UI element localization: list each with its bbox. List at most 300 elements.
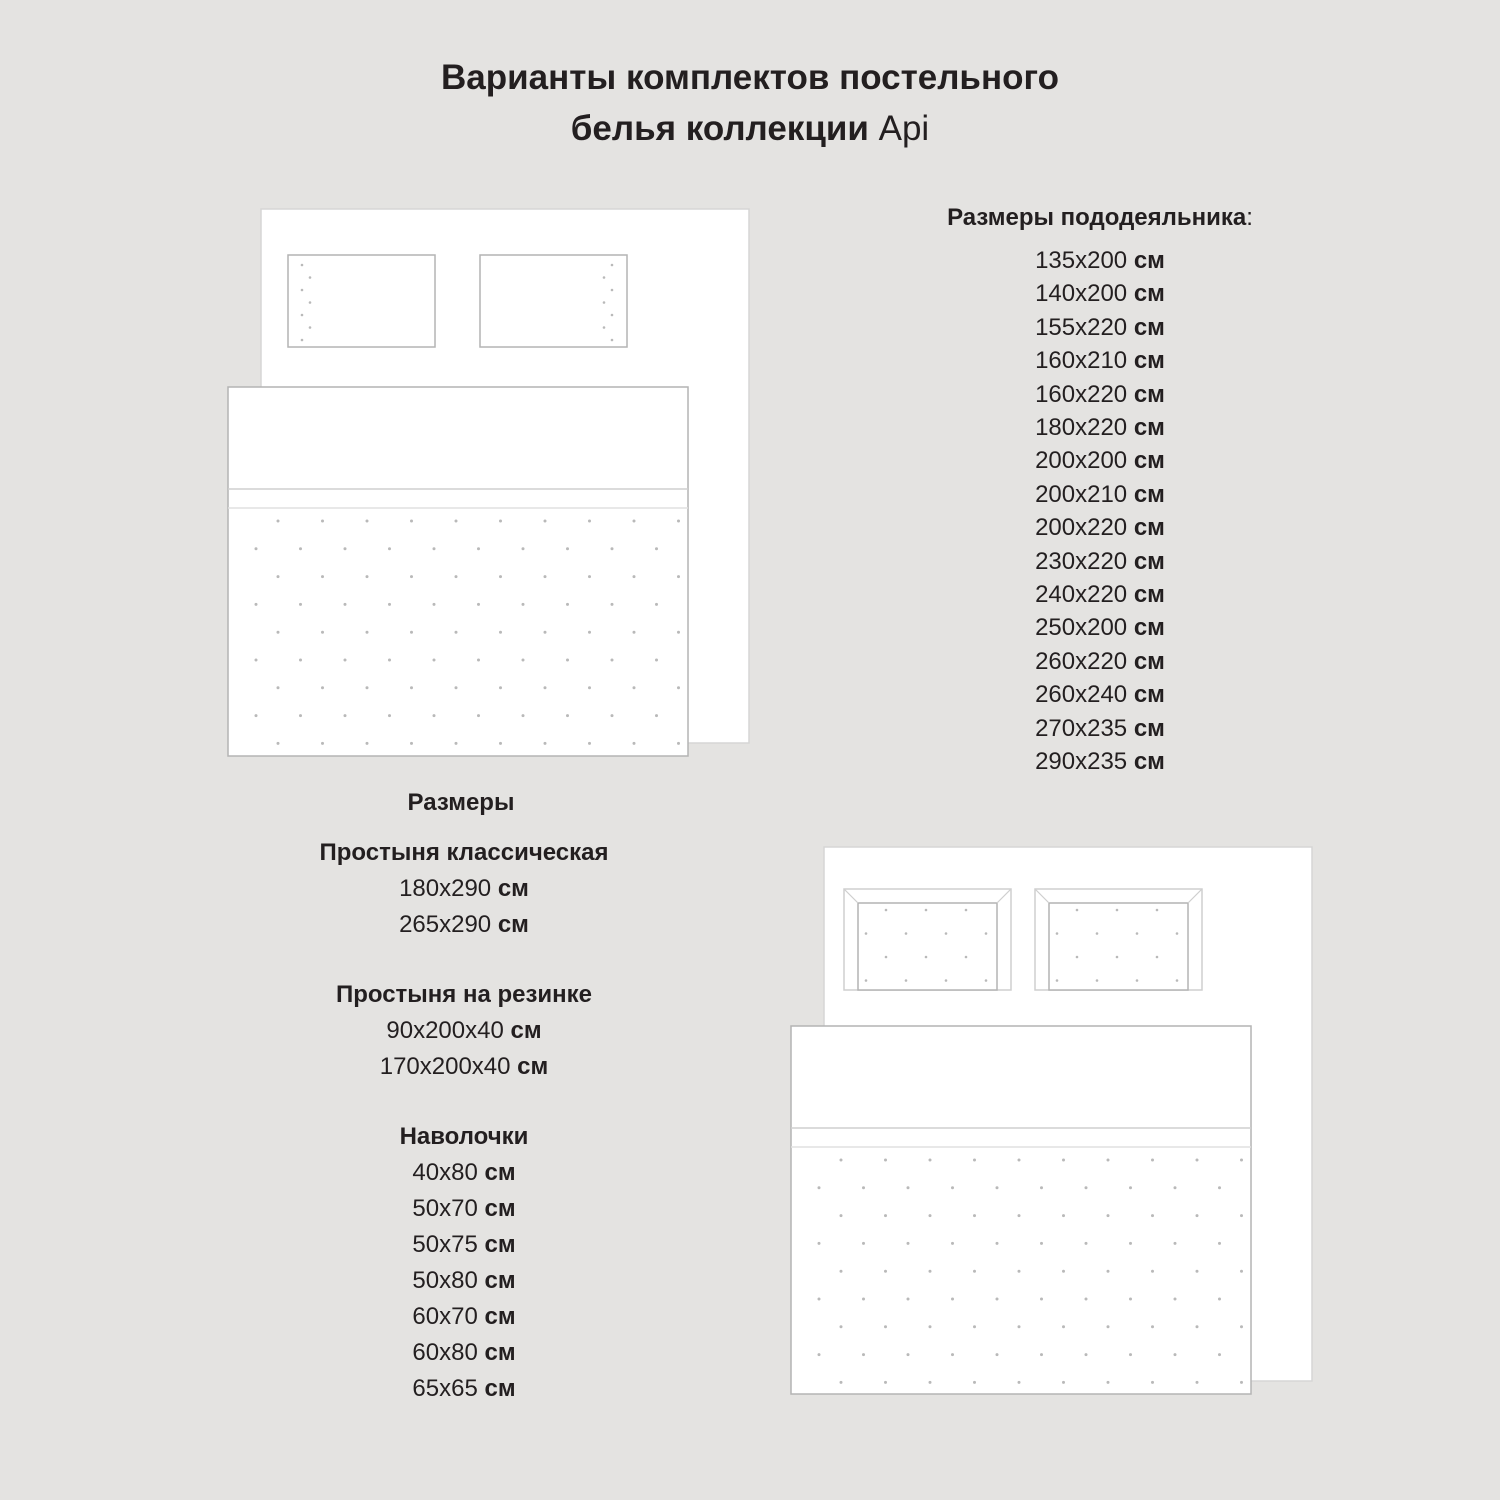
pattern-dot bbox=[1240, 1381, 1243, 1384]
sizes-heading: Размеры bbox=[407, 789, 515, 816]
pattern-dot bbox=[1076, 909, 1079, 912]
pattern-dot bbox=[655, 714, 658, 717]
size-value: 170x200x40 bbox=[379, 1053, 511, 1080]
pattern-dot bbox=[1151, 1381, 1154, 1384]
bed-illustration-simple-pillowcases bbox=[226, 208, 756, 760]
pattern-dot bbox=[299, 603, 302, 606]
pattern-dot bbox=[603, 326, 606, 329]
pattern-dot bbox=[566, 603, 569, 606]
duvet-size-item bbox=[900, 444, 1300, 477]
pattern-dot bbox=[905, 932, 908, 935]
pattern-dot bbox=[1129, 1298, 1132, 1301]
pattern-dot bbox=[1174, 1298, 1177, 1301]
pattern-dot bbox=[433, 547, 436, 550]
size-value: 250x200 bbox=[1035, 614, 1128, 642]
duvet-size-item bbox=[900, 745, 1300, 778]
size-value: 65x65 bbox=[412, 1375, 478, 1402]
pattern-dot bbox=[544, 742, 547, 745]
pattern-dot bbox=[1107, 1325, 1110, 1328]
size-value: 260x220 bbox=[1035, 647, 1128, 675]
pattern-dot bbox=[1176, 932, 1179, 935]
pattern-dot bbox=[344, 659, 347, 662]
size-group-item bbox=[264, 1155, 664, 1191]
pattern-dot bbox=[1151, 1214, 1154, 1217]
size-value: 60x80 bbox=[412, 1339, 478, 1366]
duvet-sizes-list bbox=[900, 244, 1300, 779]
pattern-dot bbox=[388, 547, 391, 550]
pattern-dot bbox=[277, 631, 280, 634]
pattern-dot bbox=[455, 520, 458, 523]
size-unit: см bbox=[484, 1231, 516, 1258]
pillowcase-left bbox=[288, 255, 435, 347]
size-value: 50x75 bbox=[412, 1231, 478, 1258]
pattern-dot bbox=[1136, 932, 1139, 935]
size-value: 240x220 bbox=[1035, 581, 1128, 609]
pattern-dot bbox=[929, 1270, 932, 1273]
pattern-dot bbox=[1156, 956, 1159, 959]
size-unit: см bbox=[484, 1159, 516, 1186]
size-value: 160x210 bbox=[1035, 347, 1128, 375]
pattern-dot bbox=[366, 686, 369, 689]
pattern-dot bbox=[996, 1242, 999, 1245]
pattern-dot bbox=[973, 1159, 976, 1162]
pattern-dot bbox=[1085, 1353, 1088, 1356]
duvet-size-item bbox=[900, 678, 1300, 711]
pattern-dot bbox=[1040, 1186, 1043, 1189]
duvet-size-item bbox=[900, 277, 1300, 310]
pattern-dot bbox=[633, 575, 636, 578]
pattern-dot bbox=[544, 520, 547, 523]
pattern-dot bbox=[301, 264, 304, 267]
pattern-dot bbox=[840, 1159, 843, 1162]
size-group-item bbox=[264, 871, 664, 907]
size-group-item bbox=[264, 1013, 664, 1049]
pattern-dot bbox=[299, 547, 302, 550]
pillowcase-framed-right bbox=[1035, 889, 1202, 990]
size-value: 260x240 bbox=[1035, 681, 1128, 709]
pattern-dot bbox=[884, 1270, 887, 1273]
size-value: 155x220 bbox=[1035, 313, 1128, 341]
pattern-dot bbox=[965, 956, 968, 959]
pattern-dot bbox=[366, 631, 369, 634]
pattern-dot bbox=[677, 686, 680, 689]
size-value: 290x235 bbox=[1035, 748, 1128, 776]
pattern-dot bbox=[1040, 1298, 1043, 1301]
pattern-dot bbox=[522, 603, 525, 606]
pattern-dot bbox=[1218, 1298, 1221, 1301]
size-unit: см bbox=[1133, 748, 1165, 776]
pattern-dot bbox=[973, 1270, 976, 1273]
pattern-dot bbox=[907, 1298, 910, 1301]
duvet-size-item bbox=[900, 545, 1300, 578]
pattern-dot bbox=[1240, 1270, 1243, 1273]
pattern-dot bbox=[611, 289, 614, 292]
pattern-dot bbox=[884, 1159, 887, 1162]
pattern-dot bbox=[1085, 1186, 1088, 1189]
pattern-dot bbox=[985, 979, 988, 982]
duvet-size-item bbox=[900, 344, 1300, 377]
pattern-dot bbox=[1062, 1214, 1065, 1217]
pattern-dot bbox=[410, 575, 413, 578]
pattern-dot bbox=[410, 520, 413, 523]
pattern-dot bbox=[299, 659, 302, 662]
pattern-dot bbox=[522, 547, 525, 550]
pattern-dot bbox=[907, 1353, 910, 1356]
pattern-dot bbox=[611, 264, 614, 267]
pattern-dot bbox=[907, 1242, 910, 1245]
pattern-dot bbox=[1196, 1159, 1199, 1162]
pattern-dot bbox=[1218, 1353, 1221, 1356]
pattern-dot bbox=[862, 1186, 865, 1189]
title-line-2 bbox=[0, 103, 1500, 154]
size-group-item bbox=[264, 1299, 664, 1335]
pattern-dot bbox=[299, 714, 302, 717]
pattern-dot bbox=[840, 1270, 843, 1273]
size-value: 200x220 bbox=[1035, 514, 1128, 542]
pattern-dot bbox=[633, 631, 636, 634]
pattern-dot bbox=[477, 714, 480, 717]
pattern-dot bbox=[1151, 1159, 1154, 1162]
size-unit: см bbox=[484, 1375, 516, 1402]
pattern-dot bbox=[499, 575, 502, 578]
pattern-dot bbox=[1129, 1242, 1132, 1245]
pattern-dot bbox=[588, 575, 591, 578]
pattern-dot bbox=[1136, 979, 1139, 982]
pattern-dot bbox=[1107, 1159, 1110, 1162]
pattern-dot bbox=[1076, 956, 1079, 959]
pattern-dot bbox=[366, 742, 369, 745]
size-group bbox=[264, 1119, 664, 1407]
size-group bbox=[264, 835, 664, 943]
pattern-dot bbox=[951, 1353, 954, 1356]
size-group-item bbox=[264, 907, 664, 943]
pattern-dot bbox=[1116, 909, 1119, 912]
pattern-dot bbox=[1056, 932, 1059, 935]
size-unit: см bbox=[1133, 514, 1165, 542]
pattern-dot bbox=[1085, 1298, 1088, 1301]
pattern-dot bbox=[366, 520, 369, 523]
pattern-dot bbox=[1062, 1381, 1065, 1384]
pattern-dot bbox=[455, 631, 458, 634]
pattern-dot bbox=[862, 1242, 865, 1245]
pattern-dot bbox=[1062, 1270, 1065, 1273]
pattern-dot bbox=[1218, 1242, 1221, 1245]
pattern-dot bbox=[611, 659, 614, 662]
pattern-dot bbox=[677, 742, 680, 745]
pattern-dot bbox=[840, 1381, 843, 1384]
size-value: 200x200 bbox=[1035, 447, 1128, 475]
size-unit: см bbox=[497, 911, 529, 938]
pattern-dot bbox=[321, 631, 324, 634]
duvet-size-item bbox=[900, 712, 1300, 745]
bed-illustration-framed-pillowcases bbox=[789, 846, 1319, 1398]
pattern-dot bbox=[945, 932, 948, 935]
pattern-dot bbox=[255, 603, 258, 606]
size-unit: см bbox=[1133, 247, 1165, 274]
pattern-dot bbox=[973, 1325, 976, 1328]
duvet-cover bbox=[791, 1026, 1251, 1394]
pattern-dot bbox=[611, 339, 614, 342]
pattern-dot bbox=[818, 1353, 821, 1356]
duvet-size-item bbox=[900, 645, 1300, 678]
size-group-item bbox=[264, 1191, 664, 1227]
pattern-dot bbox=[1196, 1270, 1199, 1273]
duvet-heading-colon: : bbox=[1246, 204, 1253, 231]
pattern-dot bbox=[344, 547, 347, 550]
pattern-dot bbox=[907, 1186, 910, 1189]
pattern-dot bbox=[1156, 909, 1159, 912]
pattern-dot bbox=[603, 276, 606, 279]
pattern-dot bbox=[321, 520, 324, 523]
pattern-dot bbox=[633, 742, 636, 745]
size-unit: см bbox=[1133, 647, 1165, 675]
pattern-dot bbox=[611, 714, 614, 717]
size-unit: см bbox=[484, 1303, 516, 1330]
pattern-dot bbox=[818, 1298, 821, 1301]
pattern-dot bbox=[388, 714, 391, 717]
pattern-dot bbox=[499, 631, 502, 634]
pattern-dot bbox=[588, 520, 591, 523]
pattern-dot bbox=[1085, 1242, 1088, 1245]
pattern-dot bbox=[566, 714, 569, 717]
pattern-dot bbox=[633, 520, 636, 523]
pattern-dot bbox=[885, 909, 888, 912]
sizes-groups bbox=[264, 835, 664, 1407]
pattern-dot bbox=[840, 1214, 843, 1217]
pattern-dot bbox=[1062, 1159, 1065, 1162]
duvet-size-item bbox=[900, 244, 1300, 277]
size-value: 160x220 bbox=[1035, 380, 1128, 408]
pattern-dot bbox=[884, 1214, 887, 1217]
pattern-dot bbox=[611, 603, 614, 606]
pattern-dot bbox=[277, 686, 280, 689]
size-unit: см bbox=[510, 1017, 542, 1044]
pattern-dot bbox=[301, 314, 304, 317]
pattern-dot bbox=[588, 742, 591, 745]
size-value: 230x220 bbox=[1035, 547, 1128, 575]
pattern-dot bbox=[1107, 1270, 1110, 1273]
pattern-dot bbox=[929, 1159, 932, 1162]
size-value: 265x290 bbox=[399, 911, 492, 938]
size-value: 40x80 bbox=[412, 1159, 478, 1186]
size-value: 90x200x40 bbox=[386, 1017, 504, 1044]
pattern-dot bbox=[929, 1214, 932, 1217]
size-value: 135x200 bbox=[1035, 247, 1128, 274]
pattern-dot bbox=[884, 1381, 887, 1384]
pattern-dot bbox=[366, 575, 369, 578]
pillowcase-framed-left bbox=[844, 889, 1011, 990]
title-line-2-light: Api bbox=[878, 109, 930, 148]
pattern-dot bbox=[1129, 1186, 1132, 1189]
size-unit: см bbox=[484, 1339, 516, 1366]
pattern-dot bbox=[301, 339, 304, 342]
size-unit: см bbox=[1133, 547, 1165, 575]
pattern-dot bbox=[951, 1186, 954, 1189]
pattern-dot bbox=[951, 1242, 954, 1245]
size-unit: см bbox=[1133, 581, 1165, 609]
pattern-dot bbox=[905, 979, 908, 982]
pattern-dot bbox=[677, 575, 680, 578]
pattern-dot bbox=[1096, 932, 1099, 935]
pattern-dot bbox=[1107, 1214, 1110, 1217]
pattern-dot bbox=[865, 932, 868, 935]
pillowcase-right bbox=[480, 255, 627, 347]
pattern-dot bbox=[1196, 1325, 1199, 1328]
pattern-dot bbox=[499, 520, 502, 523]
pattern-dot bbox=[344, 714, 347, 717]
pattern-dot bbox=[603, 301, 606, 304]
duvet-size-item bbox=[900, 311, 1300, 344]
pattern-dot bbox=[277, 575, 280, 578]
size-group-heading: Наволочки bbox=[399, 1123, 529, 1150]
pattern-dot bbox=[321, 742, 324, 745]
pattern-dot bbox=[410, 631, 413, 634]
pattern-dot bbox=[477, 547, 480, 550]
pattern-dot bbox=[973, 1381, 976, 1384]
size-group-item bbox=[264, 1049, 664, 1085]
pattern-dot bbox=[388, 603, 391, 606]
pattern-dot bbox=[433, 714, 436, 717]
pattern-dot bbox=[1174, 1353, 1177, 1356]
size-group-item bbox=[264, 1371, 664, 1407]
pattern-dot bbox=[455, 686, 458, 689]
size-group-heading: Простыня классическая bbox=[319, 839, 609, 866]
pattern-dot bbox=[255, 659, 258, 662]
pattern-dot bbox=[1174, 1186, 1177, 1189]
pattern-dot bbox=[945, 979, 948, 982]
size-value: 140x200 bbox=[1035, 280, 1128, 308]
pattern-dot bbox=[1107, 1381, 1110, 1384]
pattern-dot bbox=[544, 686, 547, 689]
size-unit: см bbox=[517, 1053, 549, 1080]
size-value: 50x80 bbox=[412, 1267, 478, 1294]
pattern-dot bbox=[255, 547, 258, 550]
pattern-dot bbox=[611, 314, 614, 317]
duvet-size-item bbox=[900, 378, 1300, 411]
pattern-dot bbox=[522, 659, 525, 662]
pattern-dot bbox=[1218, 1186, 1221, 1189]
pattern-dot bbox=[309, 301, 312, 304]
pattern-dot bbox=[277, 520, 280, 523]
duvet-cover bbox=[228, 387, 688, 756]
size-value: 60x70 bbox=[412, 1303, 478, 1330]
pattern-dot bbox=[929, 1325, 932, 1328]
size-unit: см bbox=[1133, 313, 1165, 341]
pattern-dot bbox=[862, 1298, 865, 1301]
pattern-dot bbox=[1240, 1325, 1243, 1328]
pattern-dot bbox=[611, 547, 614, 550]
pattern-dot bbox=[929, 1381, 932, 1384]
size-unit: см bbox=[1133, 414, 1165, 442]
pattern-dot bbox=[433, 603, 436, 606]
pattern-dot bbox=[255, 714, 258, 717]
pattern-dot bbox=[588, 686, 591, 689]
pattern-dot bbox=[925, 909, 928, 912]
size-unit: см bbox=[1133, 347, 1165, 375]
pattern-dot bbox=[925, 956, 928, 959]
size-unit: см bbox=[497, 875, 529, 902]
page-title bbox=[0, 52, 1500, 154]
pattern-dot bbox=[1129, 1353, 1132, 1356]
pattern-dot bbox=[277, 742, 280, 745]
size-unit: см bbox=[1133, 280, 1165, 308]
size-group-item bbox=[264, 1227, 664, 1263]
pattern-dot bbox=[1056, 979, 1059, 982]
pattern-dot bbox=[321, 575, 324, 578]
size-group-item bbox=[264, 1263, 664, 1299]
pattern-dot bbox=[455, 742, 458, 745]
pattern-dot bbox=[455, 575, 458, 578]
pattern-dot bbox=[1196, 1214, 1199, 1217]
title-line-2-bold: белья коллекции bbox=[570, 109, 869, 148]
size-value: 270x235 bbox=[1035, 714, 1128, 742]
pattern-dot bbox=[996, 1298, 999, 1301]
pattern-dot bbox=[566, 659, 569, 662]
pattern-dot bbox=[1116, 956, 1119, 959]
duvet-sizes-block bbox=[900, 198, 1300, 779]
pattern-dot bbox=[566, 547, 569, 550]
pattern-dot bbox=[973, 1214, 976, 1217]
size-group-heading: Простыня на резинке bbox=[335, 981, 593, 1008]
size-group-item bbox=[264, 1335, 664, 1371]
pattern-dot bbox=[1018, 1381, 1021, 1384]
pattern-dot bbox=[1240, 1159, 1243, 1162]
pattern-dot bbox=[388, 659, 391, 662]
duvet-size-item bbox=[900, 511, 1300, 544]
pattern-dot bbox=[1196, 1381, 1199, 1384]
size-value: 50x70 bbox=[412, 1195, 478, 1222]
pattern-dot bbox=[433, 659, 436, 662]
pattern-dot bbox=[1151, 1325, 1154, 1328]
pattern-dot bbox=[884, 1325, 887, 1328]
size-unit: см bbox=[1133, 380, 1165, 408]
pattern-dot bbox=[544, 575, 547, 578]
size-value: 180x220 bbox=[1035, 414, 1128, 442]
size-unit: см bbox=[484, 1267, 516, 1294]
size-unit: см bbox=[1133, 714, 1165, 742]
pattern-dot bbox=[1174, 1242, 1177, 1245]
pattern-dot bbox=[1018, 1325, 1021, 1328]
pattern-dot bbox=[655, 659, 658, 662]
size-group bbox=[264, 977, 664, 1085]
pattern-dot bbox=[499, 742, 502, 745]
pattern-dot bbox=[344, 603, 347, 606]
size-unit: см bbox=[484, 1195, 516, 1222]
pattern-dot bbox=[522, 714, 525, 717]
pattern-dot bbox=[309, 326, 312, 329]
size-unit: см bbox=[1133, 480, 1165, 508]
pattern-dot bbox=[818, 1186, 821, 1189]
pattern-dot bbox=[1018, 1159, 1021, 1162]
pattern-dot bbox=[1151, 1270, 1154, 1273]
pattern-dot bbox=[1240, 1214, 1243, 1217]
size-unit: см bbox=[1133, 447, 1165, 475]
duvet-size-item bbox=[900, 411, 1300, 444]
pattern-dot bbox=[309, 276, 312, 279]
pattern-dot bbox=[677, 520, 680, 523]
pattern-dot bbox=[996, 1186, 999, 1189]
size-unit: см bbox=[1133, 614, 1165, 642]
pattern-dot bbox=[965, 909, 968, 912]
pattern-dot bbox=[840, 1325, 843, 1328]
pattern-dot bbox=[655, 603, 658, 606]
title-line-1: Варианты комплектов постельного bbox=[441, 58, 1059, 97]
pattern-dot bbox=[985, 932, 988, 935]
pattern-dot bbox=[1040, 1353, 1043, 1356]
pattern-dot bbox=[588, 631, 591, 634]
pattern-dot bbox=[865, 979, 868, 982]
duvet-size-item bbox=[900, 611, 1300, 644]
